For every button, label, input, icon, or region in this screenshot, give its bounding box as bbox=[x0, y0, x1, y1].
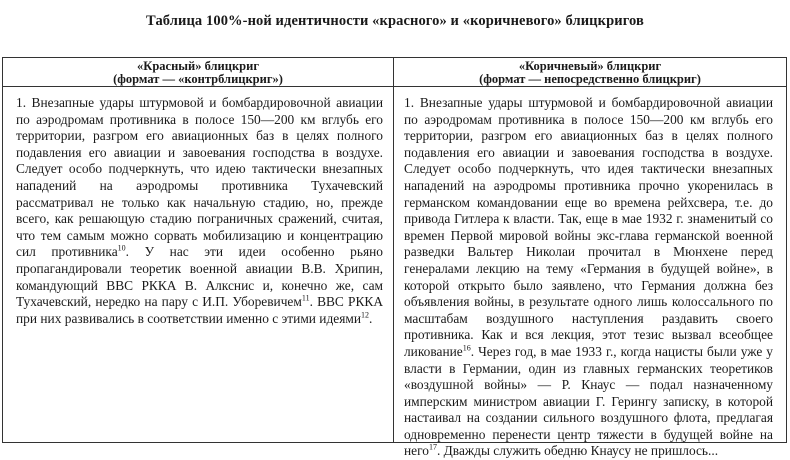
column-header-title: «Красный» блицкриг bbox=[137, 59, 259, 73]
footnote-ref: 16 bbox=[462, 343, 471, 353]
cell-text: . У нас эти идеи особенно рьяно пропагандировали теоретик военной авиации В.В. Хрипин, командующий ВВС РККА В. Алкснис и, конечно же, сам Тухачевский, нередко на пару с И.П. Уборевичем bbox=[16, 244, 383, 310]
cell-text: . bbox=[369, 310, 373, 326]
comparison-table bbox=[2, 57, 787, 459]
cell-text: . ВВС РККА при них развивались в соответствии именно с этими идеями bbox=[16, 294, 383, 326]
footnote-ref: 17 bbox=[428, 443, 437, 452]
column-header-subtitle: (формат — «контрблицкриг») bbox=[113, 72, 283, 86]
column-header-red-blitzkrieg bbox=[3, 58, 394, 87]
footnote-ref: 10 bbox=[117, 243, 126, 253]
column-header-title: «Коричневый» блицкриг bbox=[518, 59, 662, 73]
table-cell-brown-point-1 bbox=[394, 87, 786, 459]
footnote-ref: 11 bbox=[301, 293, 310, 303]
table-cell-red-point-1 bbox=[3, 87, 394, 442]
cell-text: 1. Внезапные удары штурмовой и бомбардировочной авиации по аэродромам противника в полосе 150—200 км вглубь его территории, разгром его авиационных баз в целях полного подавления его авиации и завоевания господства в воздухе. Следует особо подчеркнуть, что идею тактически внезапных нападений на аэродромы противника Тухачевский рассматривал не только как начальную стадию, но, прежде всего, как решающую стадию пограничных сражений, считая, что тем самым можно сорвать мобилизацию и концентрацию сил противника bbox=[16, 95, 383, 260]
table-title: Таблица 100%-ной идентичности «красного» и «коричневого» блицкригов bbox=[146, 13, 644, 29]
footnote-ref: 12 bbox=[361, 310, 370, 320]
cell-text: . Дважды служить обедню Кнаусу не пришлось... bbox=[436, 443, 719, 459]
column-header-brown-blitzkrieg bbox=[394, 58, 786, 87]
cell-text: . Через год, в мае 1933 г., когда нацисты были уже у власти в Германии, один из главных германских теоретиков «воздушной войны» — Р. Кнаус — подал назначенному имперским министром авиации Г. Герингу записку, в которой настаивал на создании сильного воздушного флота, предлагая одновременно перенести центр тяжести в будущей войне на него bbox=[404, 343, 773, 459]
column-header-subtitle: (формат — непосредственно блицкриг) bbox=[479, 72, 701, 86]
cell-text: 1. Внезапные удары штурмовой и бомбардировочной авиации по аэродромам противника в полосе 150—200 км вглубь его территории, разгром его авиационных баз в целях полного подавления его авиации и завоевания господства в воздухе. Следует особо подчеркнуть, что идея тактически внезапных нападений на аэродромы противника прочно укоренилась в германском командовании еще во времена рейхсвера, т.е. до привода Гитлера к власти. Так, еще в мае 1932 г. знаменитый со времен Первой мировой войны экс-глава германской военной разведки Вальтер Николаи прочитал в Мюнхене перед генералами лекцию на тему «Германия в будущей войне», в которой открыто было заявлено, что Германия должна без объявления войны, в результате одного лишь колоссального по масштабам воздушного наступления раздавить своего противника. Как и вся лекция, этот тезис вызвал всеобщее ликование bbox=[404, 95, 773, 359]
